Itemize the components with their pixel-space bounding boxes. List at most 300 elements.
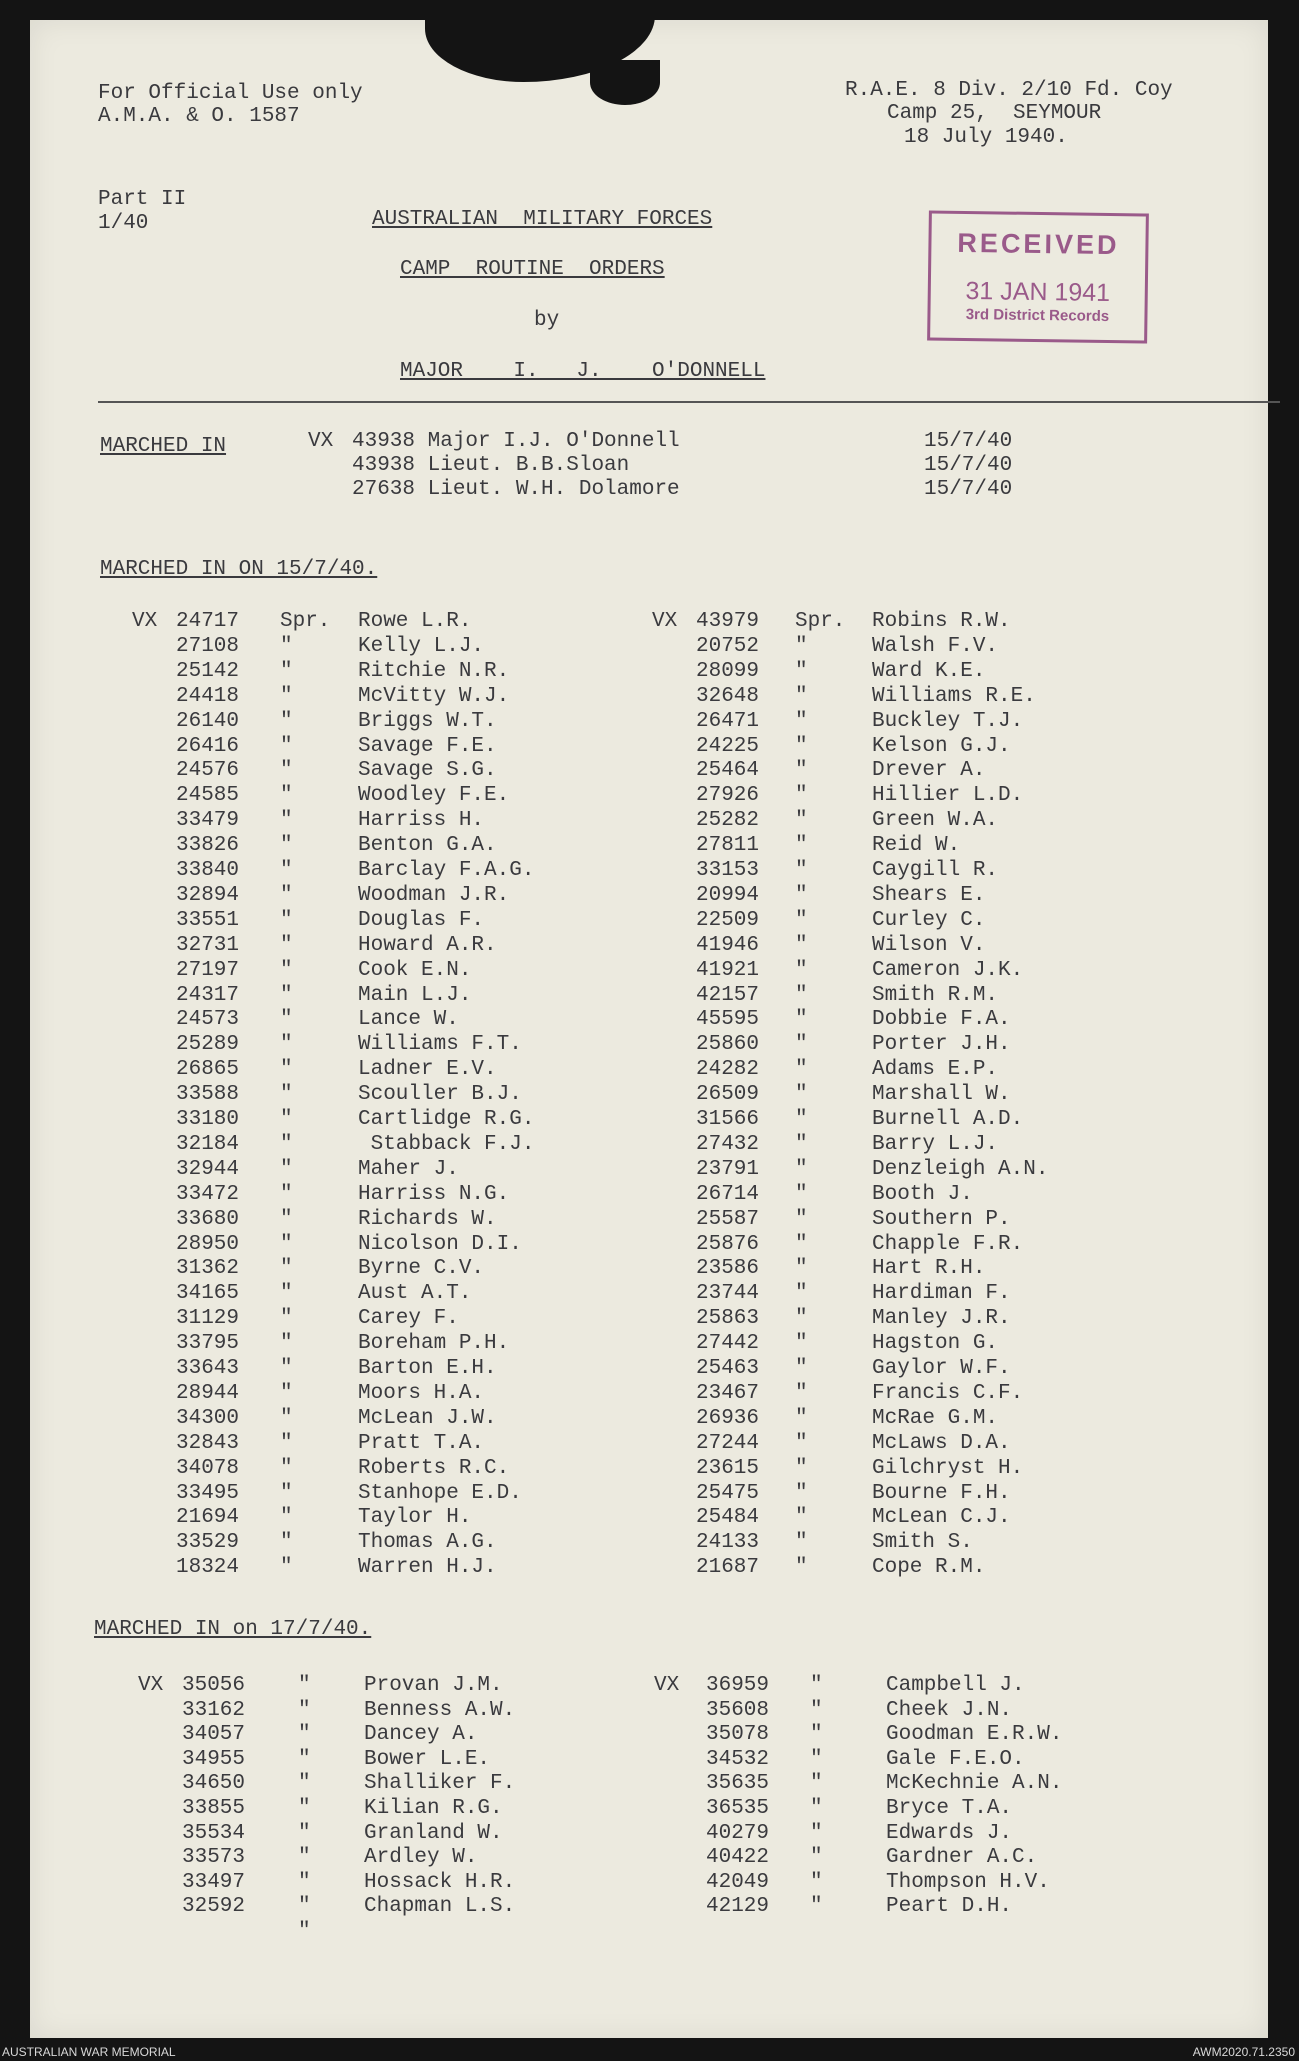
soldier-name: Woodley F.E. <box>358 784 510 807</box>
soldier-name: Stanhope E.D. <box>358 1482 522 1505</box>
table-row <box>30 1748 1268 1772</box>
rank: " <box>280 834 293 857</box>
rank: " <box>795 859 808 882</box>
list-item <box>30 478 1268 502</box>
rank: " <box>795 635 808 658</box>
soldier-name: Drever A. <box>872 759 986 782</box>
service-number: 27811 <box>696 834 760 857</box>
soldier-name: Stabback F.J. <box>358 1133 535 1156</box>
soldier-name: Harriss N.G. <box>358 1183 510 1206</box>
rank: " <box>795 1257 808 1280</box>
soldier-name: McLean C.J. <box>872 1506 1011 1529</box>
service-prefix: VX <box>132 610 158 633</box>
table-row <box>30 809 1268 833</box>
service-number: 42157 <box>696 984 760 1007</box>
rank: " <box>280 1233 293 1256</box>
table-row <box>30 1033 1268 1057</box>
service-number: 25484 <box>696 1506 760 1529</box>
order-date: 18 July 1940. <box>904 126 1068 149</box>
table-row <box>30 1797 1268 1821</box>
soldier-name: Cook E.N. <box>358 959 472 982</box>
service-number: 33588 <box>176 1083 240 1106</box>
service-number: 31566 <box>696 1108 760 1131</box>
soldier-name: Rowe L.R. <box>358 610 472 633</box>
rank: " <box>280 1033 293 1056</box>
soldier-name: Booth J. <box>872 1183 973 1206</box>
soldier-name: Taylor H. <box>358 1506 472 1529</box>
soldier-name: Shears E. <box>872 884 986 907</box>
table-row <box>30 1457 1268 1481</box>
rank: " <box>280 1208 293 1231</box>
soldier-name: Ardley W. <box>364 1846 478 1869</box>
service-number: 25876 <box>696 1233 760 1256</box>
soldier-name: Savage F.E. <box>358 735 497 758</box>
rank: " <box>280 909 293 932</box>
soldier-name: Cartlidge R.G. <box>358 1108 535 1131</box>
service-number: 23744 <box>696 1282 760 1305</box>
rank: " <box>298 1748 311 1771</box>
soldier-name: Hagston G. <box>872 1332 999 1355</box>
soldier-name: Edwards J. <box>886 1822 1013 1845</box>
soldier-name: Hart R.H. <box>872 1257 986 1280</box>
service-prefix: VX <box>308 430 334 453</box>
service-number: 36535 <box>706 1797 770 1820</box>
service-number: 26865 <box>176 1058 240 1081</box>
ama-reference: A.M.A. & O. 1587 <box>98 105 300 128</box>
service-number: 33855 <box>182 1797 246 1820</box>
service-number: 33180 <box>176 1108 240 1131</box>
rank: " <box>810 1748 823 1771</box>
stamp-office: 3rd District Records <box>965 305 1110 325</box>
torn-paper-edge <box>590 60 660 105</box>
received-stamp <box>927 210 1149 343</box>
soldier-name: Hillier L.D. <box>872 784 1024 807</box>
soldier-name: Lance W. <box>358 1008 459 1031</box>
rank: " <box>280 1506 293 1529</box>
soldier-name: Williams R.E. <box>872 685 1036 708</box>
rank: " <box>298 1895 311 1918</box>
table-row <box>30 1920 1268 1944</box>
service-number: 27108 <box>176 635 240 658</box>
service-number: 31362 <box>176 1257 240 1280</box>
service-number: 25863 <box>696 1307 760 1330</box>
rank: " <box>280 1158 293 1181</box>
service-number: 21687 <box>696 1556 760 1579</box>
service-number: 25289 <box>176 1033 240 1056</box>
soldier-name: Warren H.J. <box>358 1556 497 1579</box>
by-label: by <box>534 309 560 332</box>
soldier-name: Smith R.M. <box>872 984 999 1007</box>
service-number: 34650 <box>182 1772 246 1795</box>
service-number: 33529 <box>176 1531 240 1554</box>
soldier-name: McRae G.M. <box>872 1407 999 1430</box>
service-number: 26416 <box>176 735 240 758</box>
table-row <box>30 1307 1268 1331</box>
table-row <box>30 685 1268 709</box>
rank: " <box>298 1772 311 1795</box>
table-row <box>30 1083 1268 1107</box>
service-number: 32731 <box>176 934 240 957</box>
service-number: 27432 <box>696 1133 760 1156</box>
rank: " <box>810 1895 823 1918</box>
soldier-name: Thomas A.G. <box>358 1531 497 1554</box>
rank: " <box>795 909 808 932</box>
soldier-name: Shalliker F. <box>364 1772 516 1795</box>
table-row <box>30 1846 1268 1870</box>
service-number: 28099 <box>696 660 760 683</box>
service-number: 25587 <box>696 1208 760 1231</box>
service-number: 27442 <box>696 1332 760 1355</box>
service-number: 27926 <box>696 784 760 807</box>
rank: " <box>795 1307 808 1330</box>
service-number: 33680 <box>176 1208 240 1231</box>
service-number: 34300 <box>176 1407 240 1430</box>
soldier-name: Chapman L.S. <box>364 1895 516 1918</box>
rank: " <box>810 1822 823 1845</box>
service-number: 42129 <box>706 1895 770 1918</box>
soldier-name: McVitty W.J. <box>358 685 510 708</box>
soldier-name: Richards W. <box>358 1208 497 1231</box>
table-row <box>30 635 1268 659</box>
soldier-name: Provan J.M. <box>364 1674 503 1697</box>
service-number: 24133 <box>696 1531 760 1554</box>
rank: " <box>280 1058 293 1081</box>
service-number: 32592 <box>182 1895 246 1918</box>
rank: " <box>795 1506 808 1529</box>
rank: " <box>795 809 808 832</box>
service-number: 33153 <box>696 859 760 882</box>
soldier-name: Granland W. <box>364 1822 503 1845</box>
soldier-name: Bryce T.A. <box>886 1797 1013 1820</box>
service-number: 26471 <box>696 710 760 733</box>
service-number: 23791 <box>696 1158 760 1181</box>
service-number: 25860 <box>696 1033 760 1056</box>
service-number: 23615 <box>696 1457 760 1480</box>
table-row <box>30 1556 1268 1580</box>
entry-date: 15/7/40 <box>924 478 1013 501</box>
rank: " <box>298 1920 311 1943</box>
soldier-name: Bourne F.H. <box>872 1482 1011 1505</box>
soldier-name: Barry L.J. <box>872 1133 999 1156</box>
table-row <box>30 859 1268 883</box>
rank: " <box>298 1822 311 1845</box>
table-row <box>30 1822 1268 1846</box>
table-row <box>30 759 1268 783</box>
table-row <box>30 1357 1268 1381</box>
soldier-name: Savage S.G. <box>358 759 497 782</box>
rank: " <box>795 1183 808 1206</box>
service-number: 32944 <box>176 1158 240 1181</box>
soldier-name: Kelly L.J. <box>358 635 485 658</box>
soldier-name: Kelson G.J. <box>872 735 1011 758</box>
rank: " <box>795 1208 808 1231</box>
rank: " <box>795 685 808 708</box>
rank: " <box>298 1846 311 1869</box>
soldier-name: Cheek J.N. <box>886 1699 1013 1722</box>
service-number: 43979 <box>696 610 760 633</box>
service-number: 41921 <box>696 959 760 982</box>
service-number: 24282 <box>696 1058 760 1081</box>
service-number: 34165 <box>176 1282 240 1305</box>
table-row <box>30 1108 1268 1132</box>
rank: " <box>810 1797 823 1820</box>
table-row <box>30 1723 1268 1747</box>
soldier-name: Benness A.W. <box>364 1699 516 1722</box>
soldier-name: Peart D.H. <box>886 1895 1013 1918</box>
rank: " <box>280 735 293 758</box>
soldier-name: Chapple F.R. <box>872 1233 1024 1256</box>
service-number: 33795 <box>176 1332 240 1355</box>
soldier-name: Walsh F.V. <box>872 635 999 658</box>
soldier-name: Boreham P.H. <box>358 1332 510 1355</box>
rank: " <box>795 1556 808 1579</box>
soldier-name: Dancey A. <box>364 1723 478 1746</box>
table-row <box>30 610 1268 634</box>
soldier-name: Gilchryst H. <box>872 1457 1024 1480</box>
rank: " <box>795 984 808 1007</box>
document-title: AUSTRALIAN MILITARY FORCES <box>372 208 713 231</box>
soldier-name: Denzleigh A.N. <box>872 1158 1049 1181</box>
service-number: 32843 <box>176 1432 240 1455</box>
rank: Spr. <box>795 610 846 633</box>
service-number: 40279 <box>706 1822 770 1845</box>
rank: " <box>795 1357 808 1380</box>
service-number: 34532 <box>706 1748 770 1771</box>
soldier-name: Dobbie F.A. <box>872 1008 1011 1031</box>
table-row <box>30 1158 1268 1182</box>
soldier-name: Harriss H. <box>358 809 485 832</box>
rank: " <box>280 1432 293 1455</box>
official-use-note: For Official Use only <box>98 82 363 105</box>
soldier-name: Gardner A.C. <box>886 1846 1038 1869</box>
rank: " <box>298 1797 311 1820</box>
soldier-name: Bower L.E. <box>364 1748 491 1771</box>
table-row <box>30 1772 1268 1796</box>
rank: Spr. <box>280 610 331 633</box>
service-number: 24418 <box>176 685 240 708</box>
soldier-name: Goodman E.R.W. <box>886 1723 1063 1746</box>
rank: " <box>795 1033 808 1056</box>
order-number: 1/40 <box>98 212 149 235</box>
soldier-name: Caygill R. <box>872 859 999 882</box>
service-number: 25475 <box>696 1482 760 1505</box>
service-number: 31129 <box>176 1307 240 1330</box>
table-row <box>30 1257 1268 1281</box>
rank: " <box>280 1407 293 1430</box>
rank: " <box>280 1282 293 1305</box>
rank: " <box>795 1083 808 1106</box>
soldier-name: Barclay F.A.G. <box>358 859 535 882</box>
document-page <box>30 20 1268 2038</box>
rank: " <box>795 1233 808 1256</box>
soldier-name: Southern P. <box>872 1208 1011 1231</box>
service-number: 27244 <box>696 1432 760 1455</box>
soldier-name: Hardiman F. <box>872 1282 1011 1305</box>
soldier-name: Cope R.M. <box>872 1556 986 1579</box>
service-number: 24317 <box>176 984 240 1007</box>
rank: " <box>795 660 808 683</box>
rank: " <box>795 1482 808 1505</box>
rank: " <box>280 685 293 708</box>
soldier-name: Manley J.R. <box>872 1307 1011 1330</box>
rank: " <box>795 1457 808 1480</box>
service-number: 22509 <box>696 909 760 932</box>
table-row <box>30 735 1268 759</box>
service-number: 25282 <box>696 809 760 832</box>
rank: " <box>795 834 808 857</box>
rank: " <box>810 1699 823 1722</box>
table-row <box>30 1407 1268 1431</box>
soldier-name: Byrne C.V. <box>358 1257 485 1280</box>
rank: " <box>280 1307 293 1330</box>
rank: " <box>280 959 293 982</box>
service-number: 35635 <box>706 1772 770 1795</box>
soldier-name: Curley C. <box>872 909 986 932</box>
service-number: 26140 <box>176 710 240 733</box>
soldier-name: Nicolson D.I. <box>358 1233 522 1256</box>
rank: " <box>280 660 293 683</box>
rank: " <box>795 735 808 758</box>
service-number: 25142 <box>176 660 240 683</box>
service-number: 34955 <box>182 1748 246 1771</box>
soldier-name: Maher J. <box>358 1158 459 1181</box>
rank: " <box>280 635 293 658</box>
rank: " <box>280 1008 293 1031</box>
soldier-name: Reid W. <box>872 834 961 857</box>
table-row <box>30 1699 1268 1723</box>
service-number: 26936 <box>696 1407 760 1430</box>
rank: " <box>795 934 808 957</box>
rank: " <box>795 884 808 907</box>
service-number: 41946 <box>696 934 760 957</box>
officer-entry: 27638 Lieut. W.H. Dolamore <box>352 478 680 501</box>
service-number: 33472 <box>176 1183 240 1206</box>
service-prefix: VX <box>652 610 678 633</box>
rank: " <box>795 959 808 982</box>
service-number: 28944 <box>176 1382 240 1405</box>
service-number: 27197 <box>176 959 240 982</box>
rank: " <box>280 1556 293 1579</box>
header-divider <box>98 401 1280 403</box>
soldier-name: Aust A.T. <box>358 1282 472 1305</box>
service-number: 28950 <box>176 1233 240 1256</box>
footer-institution: AUSTRALIAN WAR MEMORIAL <box>2 2045 176 2059</box>
soldier-name: Marshall W. <box>872 1083 1011 1106</box>
document-subtitle: CAMP ROUTINE ORDERS <box>400 258 665 281</box>
soldier-name: Smith S. <box>872 1531 973 1554</box>
rank: " <box>280 1457 293 1480</box>
soldier-name: McKechnie A.N. <box>886 1772 1063 1795</box>
service-number: 23586 <box>696 1257 760 1280</box>
section-heading-15-7-40: MARCHED IN ON 15/7/40. <box>100 558 378 581</box>
rank: " <box>810 1723 823 1746</box>
soldier-name: Hossack H.R. <box>364 1871 516 1894</box>
table-row <box>30 909 1268 933</box>
rank: " <box>280 759 293 782</box>
service-number: 32648 <box>696 685 760 708</box>
service-number: 26714 <box>696 1183 760 1206</box>
service-number: 32184 <box>176 1133 240 1156</box>
rank: " <box>280 1083 293 1106</box>
list-item <box>30 430 1268 454</box>
service-prefix: VX <box>138 1674 164 1697</box>
service-number: 45595 <box>696 1008 760 1031</box>
table-row <box>30 1133 1268 1157</box>
soldier-name: Roberts R.C. <box>358 1457 510 1480</box>
rank: " <box>810 1772 823 1795</box>
soldier-name: Adams E.P. <box>872 1058 999 1081</box>
table-row <box>30 1058 1268 1082</box>
rank: " <box>298 1723 311 1746</box>
rank: " <box>795 1108 808 1131</box>
marched-in-label: MARCHED IN <box>100 435 227 458</box>
table-row <box>30 1208 1268 1232</box>
service-number: 33479 <box>176 809 240 832</box>
rank: " <box>795 1282 808 1305</box>
soldier-name: Briggs W.T. <box>358 710 497 733</box>
service-number: 33840 <box>176 859 240 882</box>
table-row <box>30 1332 1268 1356</box>
soldier-name: McLean J.W. <box>358 1407 497 1430</box>
table-row <box>30 984 1268 1008</box>
service-number: 33495 <box>176 1482 240 1505</box>
rank: " <box>280 1482 293 1505</box>
service-number: 40422 <box>706 1846 770 1869</box>
table-row <box>30 1432 1268 1456</box>
rank: " <box>280 784 293 807</box>
table-row <box>30 710 1268 734</box>
soldier-name: Ritchie N.R. <box>358 660 510 683</box>
table-row <box>30 934 1268 958</box>
camp-location: Camp 25, SEYMOUR <box>887 102 1102 125</box>
rank: " <box>280 1108 293 1131</box>
service-number: 33162 <box>182 1699 246 1722</box>
table-row <box>30 784 1268 808</box>
rank: " <box>280 884 293 907</box>
soldier-name: Campbell J. <box>886 1674 1025 1697</box>
soldier-name: Kilian R.G. <box>364 1797 503 1820</box>
service-number: 20752 <box>696 635 760 658</box>
soldier-name: Williams F.T. <box>358 1033 522 1056</box>
stamp-date: 31 JAN 1941 <box>965 276 1111 308</box>
soldier-name: Wilson V. <box>872 934 986 957</box>
footer-accession-number: AWM2020.71.2350 <box>1192 2045 1295 2059</box>
rank: " <box>795 1332 808 1355</box>
table-row <box>30 1871 1268 1895</box>
soldier-name: Ward K.E. <box>872 660 986 683</box>
rank: " <box>280 1357 293 1380</box>
rank: " <box>280 934 293 957</box>
entry-date: 15/7/40 <box>924 430 1013 453</box>
rank: " <box>280 859 293 882</box>
service-number: 35056 <box>182 1674 246 1697</box>
soldier-name: Thompson H.V. <box>886 1871 1050 1894</box>
service-number: 35534 <box>182 1822 246 1845</box>
rank: " <box>795 1432 808 1455</box>
rank: " <box>795 1382 808 1405</box>
rank: " <box>795 710 808 733</box>
soldier-name: Benton G.A. <box>358 834 497 857</box>
service-number: 33826 <box>176 834 240 857</box>
rank: " <box>280 1382 293 1405</box>
service-number: 34057 <box>182 1723 246 1746</box>
table-row <box>30 1233 1268 1257</box>
soldier-name: Porter J.H. <box>872 1033 1011 1056</box>
table-row <box>30 1183 1268 1207</box>
soldier-name: Gale F.E.O. <box>886 1748 1025 1771</box>
table-row <box>30 1482 1268 1506</box>
service-number: 35078 <box>706 1723 770 1746</box>
